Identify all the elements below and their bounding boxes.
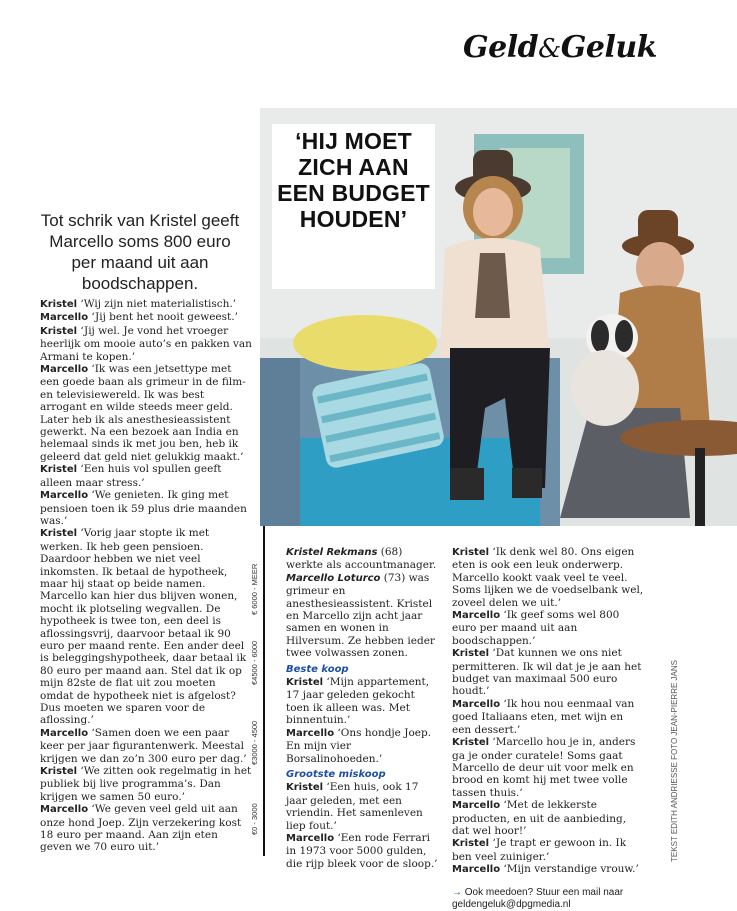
quote-paragraph: Marcello ‘Samen doen we een paar keer per jaar figurantenwerk. Meestal krijgen we dan zo’n 300 euro per dag.’ — [40, 726, 247, 765]
worst-buy-heading: Grootste miskoop — [286, 768, 386, 780]
income-scale-label: €4500 - 6000 — [250, 640, 259, 685]
photo-credit: TEKST EDITH ANDRIESSE FOTO JEAN-PIERRE JANS — [670, 660, 679, 862]
income-scale-label: €3000 - 4500 — [250, 720, 259, 765]
masthead-logo — [463, 30, 657, 65]
lead-text: Tot schrik van Kristel geeft Marcello soms 800 euro per maand uit aan boodschappen. — [40, 211, 240, 293]
masthead-part2: Geluk — [560, 30, 657, 65]
quote-paragraph: Marcello ‘We geven veel geld uit aan onze hond Joep. Zijn verzekering kost 18 euro per maand. Aan zijn eten geven we 70 euro uit.’ — [40, 803, 242, 854]
masthead-part1: Geld — [463, 30, 539, 65]
quote-paragraph: Kristel ‘Wij zijn niet materialistisch.’ — [40, 298, 237, 310]
quote-paragraph: Marcello ‘Ik geef soms wel 800 euro per maand uit aan boodschappen.’ — [452, 609, 620, 647]
arrow-right-icon: → — [452, 886, 462, 898]
quote-paragraph: Kristel ‘Mijn appartement, 17 jaar geleden gekocht toen ik alleen was. Met binnentuin.’ — [286, 676, 430, 727]
interview-column-2 — [286, 546, 441, 870]
interview-column-3 — [452, 546, 645, 910]
quote-paragraph: Kristel ‘Marcello hou je in, anders ga je onder curatele! Soms gaat Marcello de deur uit voor melk en brood en komt hij met twee volle tassen thuis.’ — [452, 736, 636, 799]
intro-paragraph: Marcello Loturco (73) was grimeur en anesthesieassistent. Kristel en Marcello zijn acht jaar samen en wonen in Hilversum. Ze hebben ieder twee volwassen zonen. — [286, 571, 435, 660]
quote-paragraph: Marcello ‘Met de lekkerste producten, en uit de aanbieding, dat wel hoor!’ — [452, 799, 627, 837]
quote-paragraph: Kristel ‘Ik denk wel 80. Ons eigen eten is ook een leuk onderwerp. Marcello kookt vaak veel te veel. Soms lijken we de voedselbank wel, zoveel delen we uit.’ — [452, 546, 644, 609]
quote-paragraph: Marcello ‘Een rode Ferrari in 1973 voor 5000 gulden, die rijp bleek voor de sloop.’ — [286, 831, 438, 870]
headline: ‘HIJ MOET ZICH AAN EEN BUDGET HOUDEN’ — [277, 128, 430, 232]
intro-paragraph: Kristel Rekmans (68) werkte als accountmanager. — [286, 546, 437, 572]
quote-paragraph: Marcello ‘Ons hondje Joep. En mijn vier Borsalinohoeden.’ — [286, 726, 432, 765]
quote-paragraph: Marcello ‘Mijn verstandige vrouw.’ — [452, 863, 639, 876]
quote-paragraph: Marcello ‘Ik hou nou eenmaal van goed Italiaans eten, met wijn en een dessert.’ — [452, 697, 635, 736]
interview-column-1 — [40, 298, 252, 878]
masthead-amp: & — [538, 34, 561, 64]
income-scale-label: € 6000 - MEER — [250, 563, 259, 615]
quote-paragraph: Kristel ‘Vorig jaar stopte ik met werken. Ik heb geen pensioen. Daardoor hebben we niet veel inkomsten. Ik betaal de hypotheek, maar hij staat op beide namen. Marcello kan hier dus blijven wonen, mocht ik plotseling wegvallen. De hypotheek is twee ton, een deel is aflossingsvrij, daarvoor betaal ik 90 euro per maand rente. Een ander deel is beleggingshypotheek, daar betaal ik 80 euro per maand aan. Stel dat ik op mijn 82ste de flat uit zou moeten omdat de hypotheek niet is afgelost? Dus moeten we sparen voor de aflossing.’ — [40, 527, 247, 727]
quote-paragraph: Kristel ‘Dat kunnen we ons niet permitteren. Ik wil dat je je aan het budget van maximaal 500 euro houdt.’ — [452, 647, 642, 698]
quote-paragraph: Kristel ‘Je trapt er gewoon in. Ik ben veel zuiniger.’ — [452, 837, 627, 863]
quote-paragraph: Kristel ‘Jij wel. Je vond het vroeger heerlijk om mooie auto’s en pakken van Armani te kopen.’ — [40, 324, 252, 363]
call-to-action — [452, 887, 645, 911]
income-scale-label: €0 - 3000 — [250, 803, 259, 835]
quote-paragraph: Marcello ‘Jij bent het nooit geweest.’ — [40, 311, 238, 324]
quote-paragraph: Marcello ‘We genieten. Ik ging met pensioen toen ik 59 plus drie maanden was.’ — [40, 489, 247, 527]
quote-paragraph: Marcello ‘Ik was een jetsettype met een goede baan als grimeur in de film- en televisiewereld. Ik was best arrogant en wilde steeds meer geld. Later heb ik als anesthesieassistent gewerkt. Na een bezoek aan India en helemaal sinds ik met jou ben, heb ik geleerd dat geld niet gelukkig maakt.’ — [40, 363, 246, 463]
quote-paragraph: Kristel ‘Een huis vol spullen geeft alleen maar stress.’ — [40, 463, 222, 489]
best-buy-heading: Beste koop — [286, 663, 349, 675]
cta-text[interactable]: Ook meedoen? Stuur een mail naar geldengeluk@dpgmedia.nl — [452, 886, 624, 910]
quote-paragraph: Kristel ‘We zitten ook regelmatig in het publiek bij live programma’s. Dan krijgen we samen 50 euro.’ — [40, 765, 252, 803]
quote-paragraph: Kristel ‘Een huis, ook 17 jaar geleden, met een vriendin. Het samenleven liep fout.’ — [286, 781, 423, 832]
